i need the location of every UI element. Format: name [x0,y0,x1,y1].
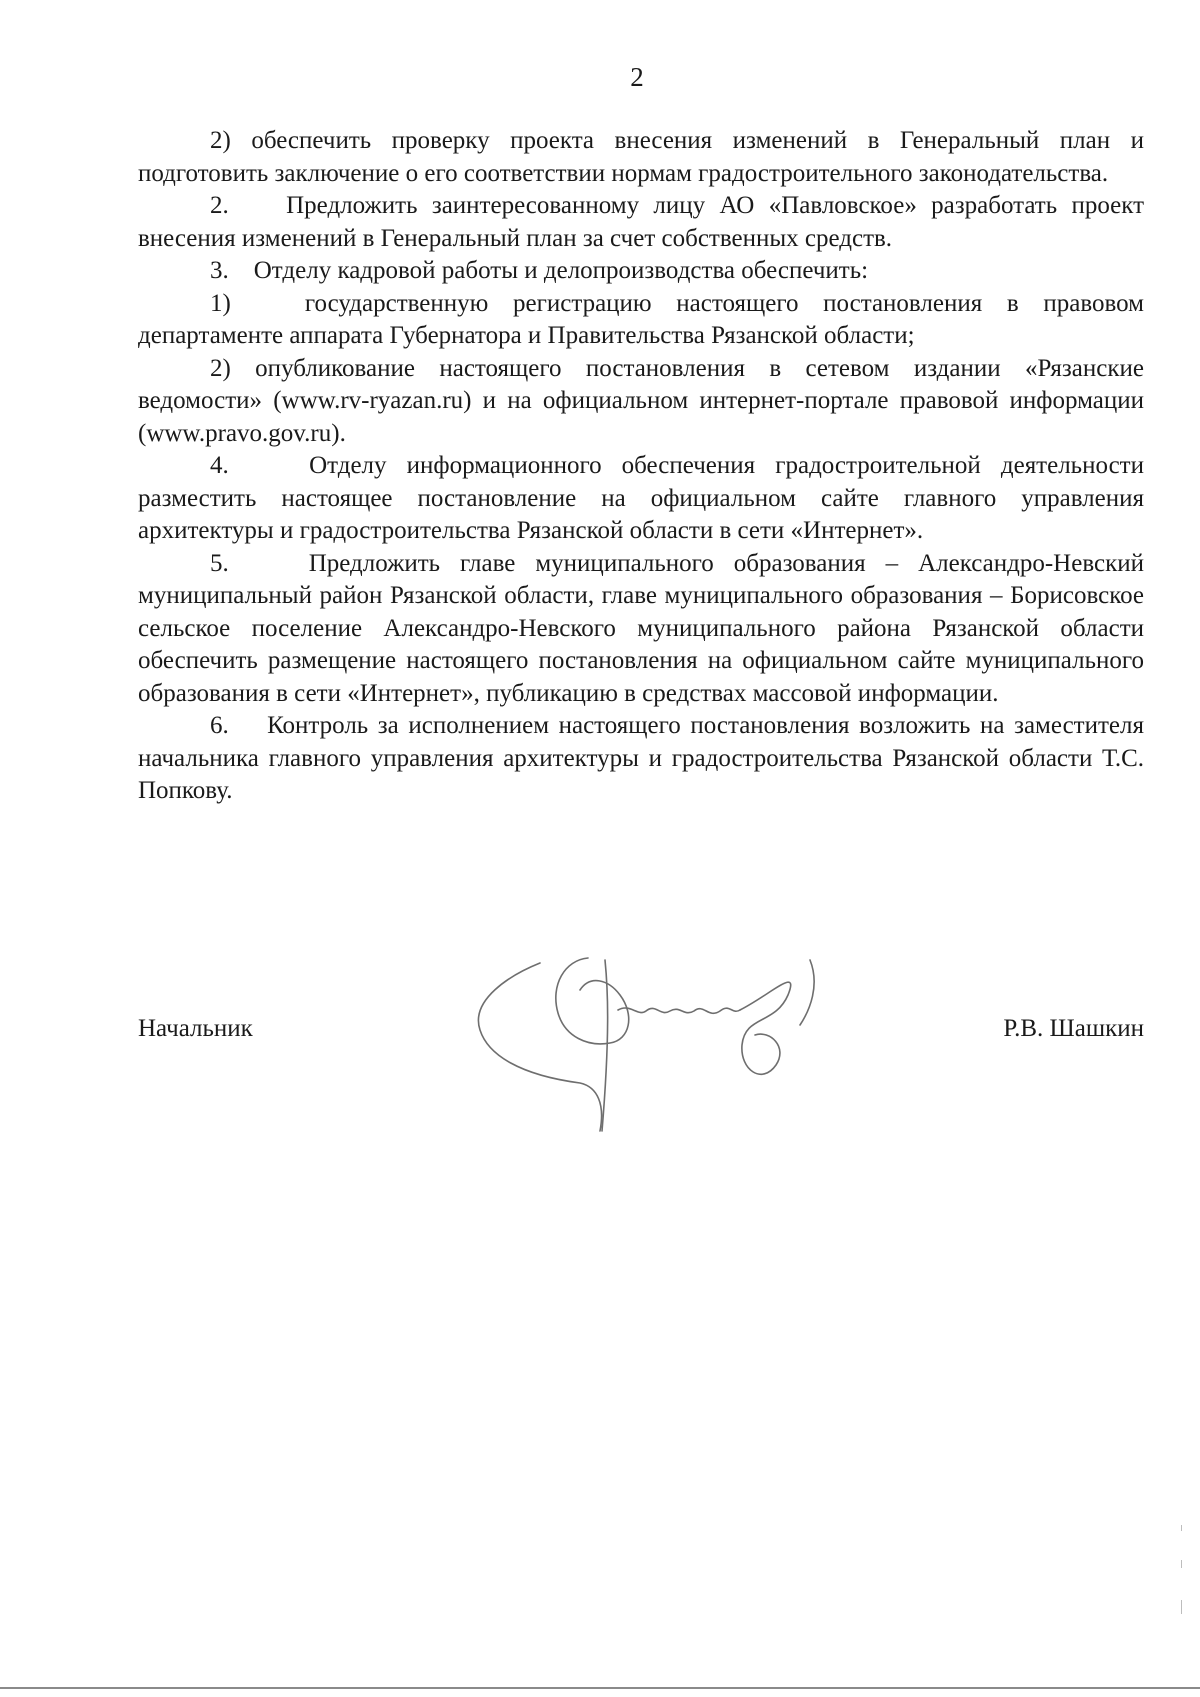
signatory-title: Начальник [138,1015,253,1042]
signatory-name: Р.В. Шашкин [1003,1015,1144,1042]
scan-edge-mark [1181,1525,1182,1531]
paragraph-2: 2. Предложить заинтересованному лицу АО «Павловское» разработать проект внесения изменений в Генеральный план за счет собственных средств. [138,192,1144,252]
scan-edge-mark [1181,1560,1182,1568]
scan-edge-mark [1181,1600,1182,1614]
paragraph-item-2-2: 2) обеспечить проверку проекта внесения изменений в Генеральный план и подготовить заключение о его соответствии нормам градостроительного законодательства. [138,127,1144,187]
paragraph-4: 4. Отделу информационного обеспечения градостроительной деятельности разместить настоящее постановление на официальном сайте главного управления архитектуры и градостроительства Рязанской области в сети «Интернет». [138,452,1144,544]
handwritten-signature [470,955,830,1135]
document-body [138,125,1144,808]
paragraph-5: 5. Предложить главе муниципального образования – Александро-Невский муниципальный район Рязанской области, главе муниципального образования – Борисовское сельское поселение Александро-Невского муниципального района Рязанской области обеспечить размещение настоящего постановления на официальном сайте муниципального образования в сети «Интернет», публикацию в средствах массовой информации. [138,549,1144,707]
paragraph-3-item-1: 1) государственную регистрацию настоящего постановления в правовом департаменте аппарата Губернатора и Правительства Рязанской области; [138,289,1144,349]
paragraph-3: 3. Отделу кадровой работы и делопроизводства обеспечить: [210,257,869,284]
paragraph-3-item-2: 2) опубликование настоящего постановления в сетевом издании «Рязанские ведомости» (www.rv-ryazan.ru) и на официальном интернет-портале правовой информации (www.pravo.gov.ru). [138,354,1144,447]
paragraph-6: 6. Контроль за исполнением настоящего постановления возложить на заместителя начальника главного управления архитектуры и градостроительства Рязанской области Т.С. Попкову. [138,712,1144,804]
page-number: 2 [630,62,644,92]
page-bottom-edge [0,1687,1200,1689]
